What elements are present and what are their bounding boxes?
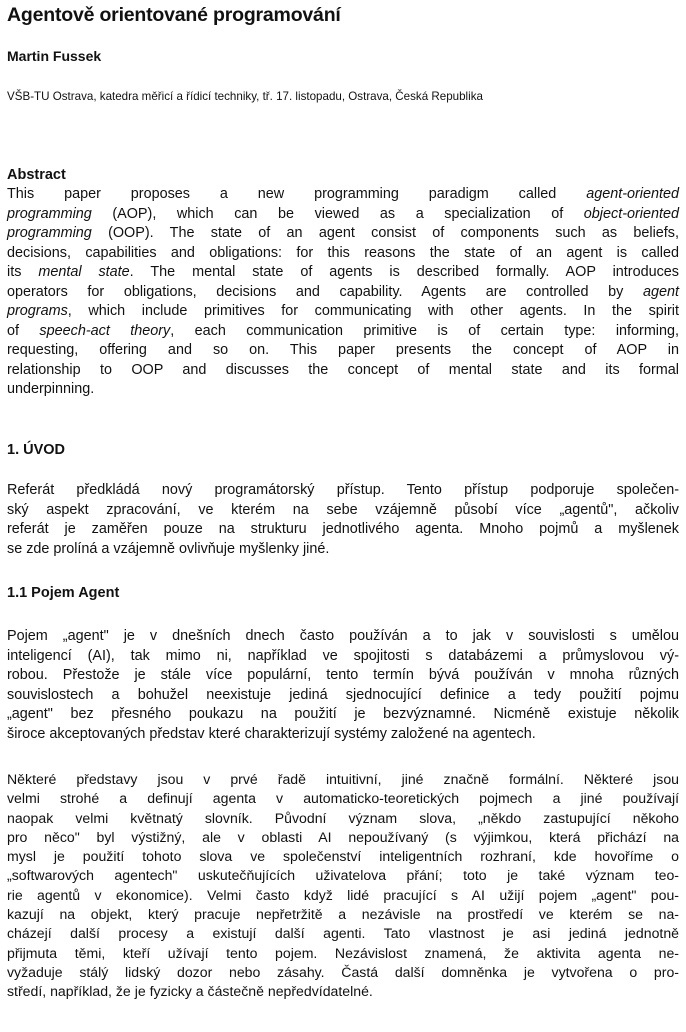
abstract-line: [7, 205, 679, 225]
section-1-body: [7, 481, 679, 559]
section-1-1-p2-line: rie agentů v ekonomice). Velmi často když lidé pracující s AI užijí pojem „agent" pou-: [7, 886, 679, 903]
section-1-1-p2-line: vyžaduje stálý lidský dozor nebo zásahy. Častá další domněnka je vytvořena o pro-: [7, 963, 679, 980]
italic-term: programming: [7, 205, 92, 222]
section-1-heading: 1. ÚVOD: [7, 442, 66, 458]
text-segment: This paper proposes a new programming paradigm called: [7, 186, 587, 202]
section-1-1-p1-line: široce akceptovaných představ které charakterizují systémy založené na agentech.: [7, 725, 536, 742]
section-1-1-p2-line: velmi strohé a definují agenta v automaticko-teoretických pojmech a jiné používají: [7, 790, 679, 807]
section-1-line: se zde prolíná a vzájemně ovlivňuje myšlenky jiné.: [7, 540, 330, 557]
abstract-line: [7, 283, 679, 303]
text-segment: relationship to OOP and discusses the concept of mental state and its formal: [7, 361, 679, 378]
text-segment: operators for obligations, decisions and capability. Agents are controlled by: [7, 283, 643, 300]
italic-term: programs: [7, 303, 68, 319]
text-segment: decisions, capabilities and obligations: for this reasons the state of an agent is called: [7, 244, 679, 261]
author-name: Martin Fussek: [7, 48, 102, 64]
text-segment: of: [7, 322, 40, 339]
abstract-line: [7, 263, 679, 283]
section-1-1-p1-line: inteligencí (AI), tak mimo ni, například ve spojitosti s databázemi a průmyslovou vý-: [7, 647, 679, 664]
italic-term: programming: [7, 225, 92, 241]
italic-term: speech-act theory: [39, 322, 171, 339]
abstract-line: [7, 302, 679, 322]
section-1-1-p2-line: Některé představy jsou v prvé řadě intuitivní, jiné značně formální. Některé jsou: [7, 771, 679, 787]
abstract-line: [7, 224, 679, 244]
text-segment: , each communication primitive is of certain type: informing,: [170, 322, 680, 339]
section-1-1-paragraph-2: [7, 770, 679, 1002]
section-1-line: ský aspekt zpracování, ve kterém na sebe vzájemně působí více „agentů", ačkoliv: [7, 501, 679, 518]
italic-term: agent-oriented: [586, 186, 679, 202]
section-1-1-p1-line: Pojem „agent" je v dnešních dnech často používán a to jak v souvislosti s umělou: [7, 628, 679, 644]
abstract-line: [7, 341, 679, 361]
paper-title: Agentově orientované programování: [7, 4, 341, 26]
text-segment: . The mental state of agents is described formally. AOP introduces: [129, 264, 680, 280]
section-1-1-p2-line: pro něco" byl výstižný, ale v oblasti AI nepoužívaný (s výjimkou, která přichází na: [7, 828, 679, 845]
text-segment: (OOP). The state of an agent consist of components such as beliefs,: [91, 225, 679, 241]
section-1-1-p2-line: cházejí další procesy a existují další agenti. Tato vlastnost je asi jediná jednotně: [7, 925, 679, 942]
section-1-1-p1-line: robou. Přestože je stále více populární, tento termín bývá používán v mnoha různých: [7, 667, 679, 683]
text-segment: underpinning.: [7, 381, 95, 397]
section-1-1-p1-line: „agent" bez přesného poukazu na použití je bezvýznamné. Nicméně existuje několik: [7, 706, 679, 722]
abstract-line: [7, 380, 679, 400]
section-1-1-paragraph-1: [7, 627, 679, 744]
abstract-line: [7, 185, 679, 205]
section-1-1-p2-line: naopak velmi květnatý slovník. Původní význam slova, „někdo zastupující někoho: [7, 809, 679, 826]
abstract-line: [7, 244, 679, 264]
section-1-1-heading: 1.1 Pojem Agent: [7, 585, 120, 601]
section-1-line: Referát předkládá nový programátorský přístup. Tento přístup podporuje společen-: [7, 482, 679, 498]
abstract-line: [7, 322, 679, 342]
section-1-line: referát je zaměřen pouze na strukturu jednotlivého agenta. Mnoho pojmů a myšlenek: [7, 521, 679, 537]
text-segment: (AOP), which can be viewed as a specialization of: [91, 205, 584, 222]
abstract-body: [7, 185, 679, 400]
italic-term: object-oriented: [583, 205, 679, 222]
section-1-1-p2-line: kazují na objekt, který pracuje nepřetržitě a nezávisle na prostředí ve kterém se na-: [7, 906, 679, 923]
text-segment: requesting, offering and so on. This paper presents the concept of AOP in: [7, 342, 679, 358]
italic-term: agent: [642, 283, 679, 300]
section-1-1-p2-line: přijmuta těmi, kteří užívají tento pojem. Nezávislost znamená, že aktivita agenta ne-: [7, 944, 679, 961]
italic-term: mental state: [38, 264, 130, 280]
author-affiliation: VŠB-TU Ostrava, katedra měřicí a řídicí techniky, tř. 17. listopadu, Ostrava, Česká Republika: [7, 90, 483, 103]
section-1-1-p2-line: středí, například, že je fyzicky a částečně nepředvídatelné.: [7, 983, 373, 1000]
section-1-1-p1-line: souvislostech a bohužel neexistuje jediná sjednocující definice a tedy použití pojmu: [7, 686, 679, 703]
abstract-heading: Abstract: [7, 167, 66, 183]
text-segment: , which include primitives for communicating with other agents. In the spirit: [67, 303, 679, 319]
section-1-1-p2-line: „softwarových agentech" uskutečňujících uživatelova přání; toto je také význam teo-: [7, 867, 679, 884]
abstract-line: [7, 361, 679, 381]
section-1-1-p2-line: mysl je použití tohoto slova ve společenství inteligentních rozhraní, kde hovoříme o: [7, 848, 679, 865]
text-segment: its: [7, 264, 39, 280]
